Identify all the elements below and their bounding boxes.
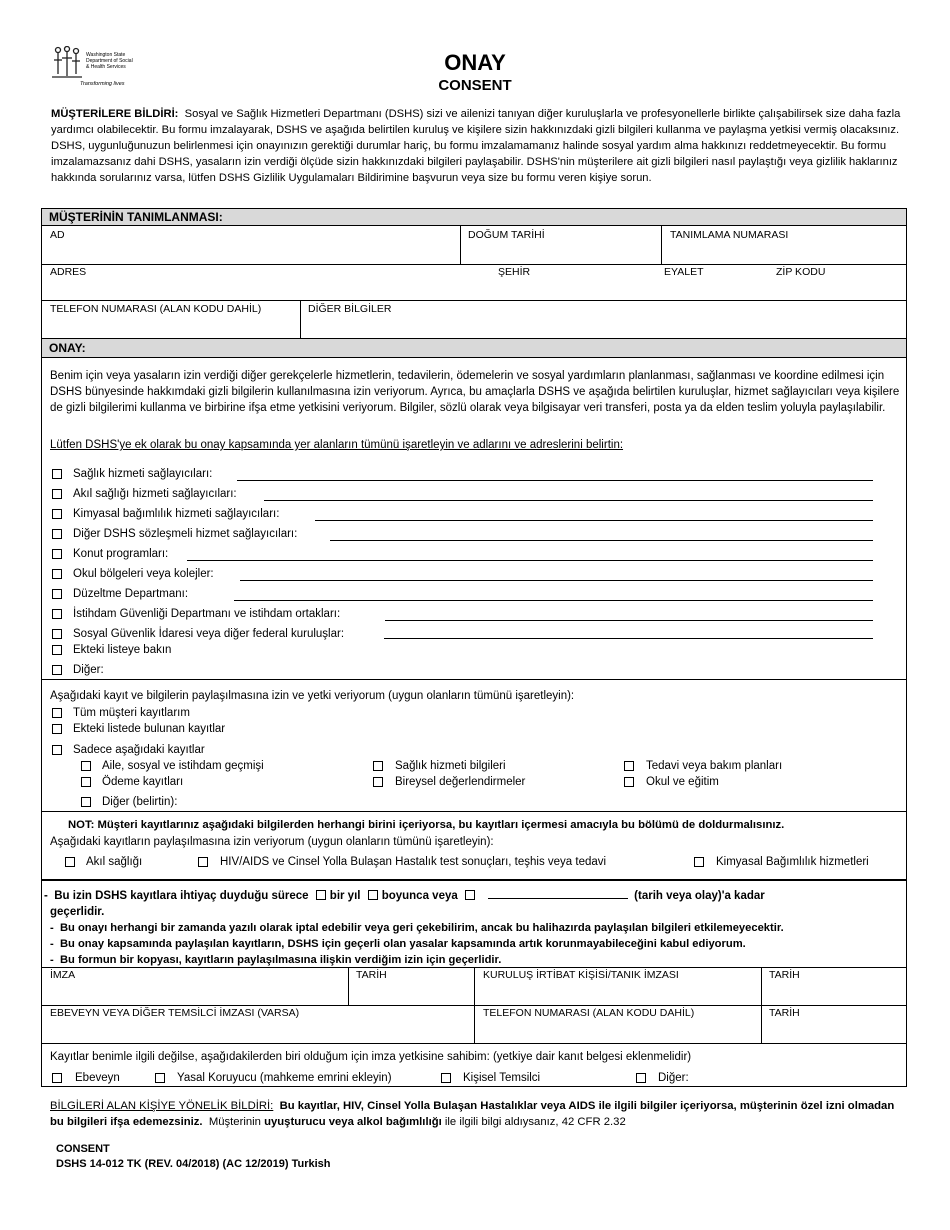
party-line-school[interactable] — [240, 580, 873, 581]
client-notice — [51, 106, 901, 186]
dob-field[interactable] — [466, 244, 656, 262]
party-line-corrections[interactable] — [234, 600, 873, 601]
state-label: EYALET — [664, 266, 704, 278]
party-label-school: Okul bölgeleri veya kolejler: — [73, 568, 214, 580]
party-label-mental: Akıl sağlığı hizmeti sağlayıcıları: — [73, 488, 237, 500]
records-note: NOT: Müşteri kayıtlarınız aşağıdaki bilgilerden herhangi birini içeriyorsa, bu kayıtları içermesi amacıyla bu bölümü de doldurmalısınız. — [68, 819, 785, 831]
section-header-client: MÜŞTERİNİN TANIMLANMASI: — [42, 208, 906, 226]
consent-instruction: Lütfen DSHS'ye ek olarak bu onay kapsamında yer alanların tümünü işaretleyin ve adlarını ve adreslerini belirtin: — [50, 439, 624, 451]
party-line-health[interactable] — [237, 480, 873, 481]
party-label-dshs: Diğer DSHS sözleşmeli hizmet sağlayıcıları: — [73, 528, 298, 540]
duration-date-field[interactable] — [488, 888, 628, 899]
representative-phone-label: TELEFON NUMARASI (ALAN KODU DAHİL) — [483, 1007, 695, 1019]
footer — [56, 1142, 331, 1172]
party-checkbox-health[interactable] — [52, 469, 62, 479]
representative-phone-field[interactable] — [481, 1022, 757, 1040]
party-line-housing[interactable] — [187, 560, 873, 561]
zip-label: ZİP KODU — [776, 266, 826, 278]
authority-label-guardian: Yasal Koruyucu (mahkeme emrini ekleyin) — [177, 1072, 392, 1084]
record-type-label-payment: Ödeme kayıtları — [102, 776, 184, 788]
recipient-notice-label: BİLGİLERİ ALAN KİŞİYE YÖNELİK BİLDİRİ: — [50, 1100, 274, 1112]
party-checkbox-mental[interactable] — [52, 489, 62, 499]
party-line-employment[interactable] — [385, 620, 873, 621]
party-line-dshs[interactable] — [330, 540, 873, 541]
records-attached-label: Ekteki listede bulunan kayıtlar — [73, 723, 226, 735]
records-only-checkbox[interactable] — [52, 745, 62, 755]
records-attached-checkbox[interactable] — [52, 724, 62, 734]
logo-text: Washington State Department of Social & Health Services — [86, 52, 133, 70]
signature-field[interactable] — [48, 984, 342, 1002]
name-field[interactable] — [48, 244, 454, 262]
other-info-field[interactable] — [306, 318, 902, 336]
party-checkbox-chemical[interactable] — [52, 509, 62, 519]
party-checkbox-employment[interactable] — [52, 609, 62, 619]
record-type-checkbox-assessment[interactable] — [373, 777, 383, 787]
authority-checkbox-parent[interactable] — [52, 1073, 62, 1083]
address-field[interactable] — [48, 281, 902, 299]
authority-checkbox-guardian[interactable] — [155, 1073, 165, 1083]
record-type-checkbox-treatment[interactable] — [624, 761, 634, 771]
form-title: ONAY — [444, 50, 506, 75]
record-type-checkbox-school[interactable] — [624, 777, 634, 787]
record-type-label-treatment: Tedavi veya bakım planları — [646, 760, 783, 772]
witness-date-label: TARİH — [769, 969, 800, 981]
party-label-ssa: Sosyal Güvenlik İdaresi veya diğer federal kuruluşlar: — [73, 628, 345, 640]
record-type-label-assessment: Bireysel değerlendirmeler — [395, 776, 526, 788]
party-label-housing: Konut programları: — [73, 548, 169, 560]
duration-checkbox-year[interactable] — [368, 890, 378, 900]
special-label-hiv: HIV/AIDS ve Cinsel Yolla Bulaşan Hastalık test sonuçları, teşhis veya tedavi — [220, 856, 607, 868]
special-label-mental: Akıl sağlığı — [86, 856, 143, 868]
address-label: ADRES — [50, 266, 87, 278]
term-revoke: - Bu onayı herhangi bir zamanda yazılı olarak iptal edebilir veya geri çekebilirim, ancak bu halihazırda paylaşılan bilgileri etkilemeyecektir. — [50, 922, 784, 934]
party-checkbox-dshs[interactable] — [52, 529, 62, 539]
authority-checkbox-representative[interactable] — [441, 1073, 451, 1083]
authority-text: Kayıtlar benimle ilgili değilse, aşağıdakilerden biri olduğum için imza yetkisine sahibim: (yetkiye dair kanıt belgesi eklenmelidir) — [50, 1051, 692, 1063]
representative-date-label: TARİH — [769, 1007, 800, 1019]
party-label-health: Sağlık hizmeti sağlayıcıları: — [73, 468, 213, 480]
records-all-checkbox[interactable] — [52, 708, 62, 718]
special-checkbox-mental[interactable] — [65, 857, 75, 867]
authority-label-other: Diğer: — [658, 1072, 689, 1084]
party-label-employment: İstihdam Güvenliği Departmanı ve istihdam ortakları: — [73, 608, 341, 620]
special-label-chemical: Kimyasal Bağımlılık hizmetleri — [716, 856, 869, 868]
record-type-checkbox-family[interactable] — [81, 761, 91, 771]
party-label-attached-list: Ekteki listeye bakın — [73, 644, 172, 656]
special-records-intro: Aşağıdaki kayıtların paylaşılmasına izin veriyorum (uygun olanların tümünü işaretleyin): — [50, 836, 494, 848]
id-number-label: TANIMLAMA NUMARASI — [670, 229, 789, 241]
term-duration-end: geçerlidir. — [50, 906, 105, 918]
other-info-label: DİĞER BİLGİLER — [308, 303, 392, 315]
records-only-label: Sadece aşağıdaki kayıtlar — [73, 744, 205, 756]
phone-field[interactable] — [48, 318, 294, 336]
section-header-consent: ONAY: — [42, 338, 906, 358]
signature-label: İMZA — [50, 969, 76, 981]
footer-form-name: CONSENT — [56, 1143, 110, 1155]
party-checkbox-other[interactable] — [52, 665, 62, 675]
representative-field[interactable] — [48, 1022, 468, 1040]
term-protection: - Bu onay kapsamında paylaşılan kayıtların, DSHS için geçerli olan yasalar kapsamında artık korunmayabileceğini kabul ediyorum. — [50, 938, 746, 950]
party-checkbox-corrections[interactable] — [52, 589, 62, 599]
dob-label: DOĞUM TARİHİ — [468, 229, 545, 241]
duration-checkbox-date[interactable] — [465, 890, 475, 900]
name-label: AD — [50, 229, 65, 241]
party-line-ssa[interactable] — [384, 638, 873, 639]
record-type-checkbox-health[interactable] — [373, 761, 383, 771]
special-checkbox-hiv[interactable] — [198, 857, 208, 867]
authority-checkbox-other[interactable] — [636, 1073, 646, 1083]
city-label: ŞEHİR — [498, 266, 531, 278]
party-checkbox-ssa[interactable] — [52, 629, 62, 639]
client-notice-label: MÜŞTERİLERE BİLDİRİ: — [51, 108, 179, 120]
record-type-label-health: Sağlık hizmeti bilgileri — [395, 760, 506, 772]
footer-form-number: DSHS 14-012 TK (REV. 04/2018) (AC 12/2019) Turkish — [56, 1158, 331, 1170]
term-duration: - Bu izin DSHS kayıtlara ihtiyaç duyduğu sürece bir yıl boyunca veya (tarih veya olay)'a kadar — [44, 890, 765, 902]
record-type-label-school: Okul ve eğitim — [646, 776, 719, 788]
signature-date-label: TARİH — [356, 969, 387, 981]
records-all-label: Tüm müşteri kayıtlarım — [73, 707, 190, 719]
signature-date-field[interactable] — [354, 984, 468, 1002]
record-type-label-other: Diğer (belirtin): — [102, 796, 178, 808]
duration-checkbox-need[interactable] — [316, 890, 326, 900]
witness-label: KURULUŞ İRTİBAT KİŞİSİ/TANIK İMZASI — [483, 969, 679, 981]
representative-label: EBEVEYN VEYA DİĞER TEMSİLCİ İMZASI (VARSA) — [50, 1007, 300, 1019]
record-type-checkbox-payment[interactable] — [81, 777, 91, 787]
term-copy: - Bu formun bir kopyası, kayıtların paylaşılmasına ilişkin verdiğim izin için geçerlidir. — [50, 954, 502, 966]
record-type-label-family: Aile, sosyal ve istihdam geçmişi — [102, 760, 264, 772]
party-checkbox-attached-list[interactable] — [52, 645, 62, 655]
party-line-mental[interactable] — [264, 500, 873, 501]
authority-label-parent: Ebeveyn — [75, 1072, 120, 1084]
consent-paragraph: Benim için veya yasaların izin verdiği diğer gerekçelerle hizmetlerin, tedavilerin, ödemelerin ve sosyal yardımların planlanması, sağlanması ve koordine edilmesi için DSHS bünyesinde hakkımdaki gizli bilgilerin kullanılmasına izin veriyorum. Ayrıca, bu amaçlarla DSHS ve aşağıda belirtilen kuruluşlar, hizmet sağlayıcıları veya kişilere de gizli bilgilerimi kullanma ve birbirine ifşa etme yetkisini veriyorum. Bilgiler, sözlü olarak veya bilgisayar veri transferi, posta ya da elden teslim yoluyla paylaşılabilir. — [50, 370, 900, 414]
party-label-other: Diğer: — [73, 664, 104, 676]
representative-date-field[interactable] — [767, 1022, 903, 1040]
form-subtitle: CONSENT — [438, 77, 512, 94]
party-checkbox-housing[interactable] — [52, 549, 62, 559]
logo-tagline: Transforming lives — [80, 81, 125, 87]
party-label-corrections: Düzeltme Departmanı: — [73, 588, 189, 600]
record-type-checkbox-other[interactable] — [81, 797, 91, 807]
client-notice-text: Sosyal ve Sağlık Hizmetleri Departmanı (DSHS) sizi ve ailenizi tanıyan diğer kuruluşlarla ve profesyonellerle birlikte çalışabilirsek size daha fazla yardımcı olabilecektir. Bu formu imzalayarak, DSHS ve aşağıda belirtilen kuruluş ve kişilere sizin hakkınızdaki gizli bilgileri kullanma ve paylaşma yetkisi vermiş olacaksınız. DSHS, uygunluğunuzun belirlenmesi için onayınızın gerektiği durumlar hariç, bu formu imzalamamanız halinde sosyal yardım alma hakkınızı reddetmeyecektir. Bu formu imzalamazsanız dahi DSHS, yasaların izin verdiği ölçüde sizin hakkınızdaki bilgileri paylaşabilir. DSHS'nin müşterilere ait gizli bilgileri nasıl paylaştığı veya gizlilik haklarınız hakkında sorularınız varsa, lütfen DSHS Gizlilik Uygulamaları Bildirimine başvurun veya size bu formu veren kişiye sorun. — [51, 108, 901, 184]
party-line-chemical[interactable] — [315, 520, 873, 521]
witness-field[interactable] — [481, 984, 757, 1002]
witness-date-field[interactable] — [767, 984, 903, 1002]
records-intro: Aşağıdaki kayıt ve bilgilerin paylaşılmasına izin ve yetki veriyorum (uygun olanların tümünü işaretleyin): — [50, 690, 575, 702]
authority-label-representative: Kişisel Temsilci — [463, 1072, 541, 1084]
id-number-field[interactable] — [668, 244, 902, 262]
recipient-notice: BİLGİLERİ ALAN KİŞİYE YÖNELİK BİLDİRİ: Bu kayıtlar, HIV, Cinsel Yolla Bulaşan Hastalıklar veya AIDS ile ilgili bilgiler içeriyorsa, müşterinin özel izni olmadan bu bilgileri ifşa edemezsiniz. Müşterinin uyuşturucu veya alkol bağımlılığı ile ilgili bilgi aldıysanız, 42 CFR 2.32 — [50, 1100, 895, 1128]
party-label-chemical: Kimyasal bağımlılık hizmeti sağlayıcıları: — [73, 508, 280, 520]
special-checkbox-chemical[interactable] — [694, 857, 704, 867]
phone-label: TELEFON NUMARASI (ALAN KODU DAHİL) — [50, 303, 262, 315]
party-checkbox-school[interactable] — [52, 569, 62, 579]
